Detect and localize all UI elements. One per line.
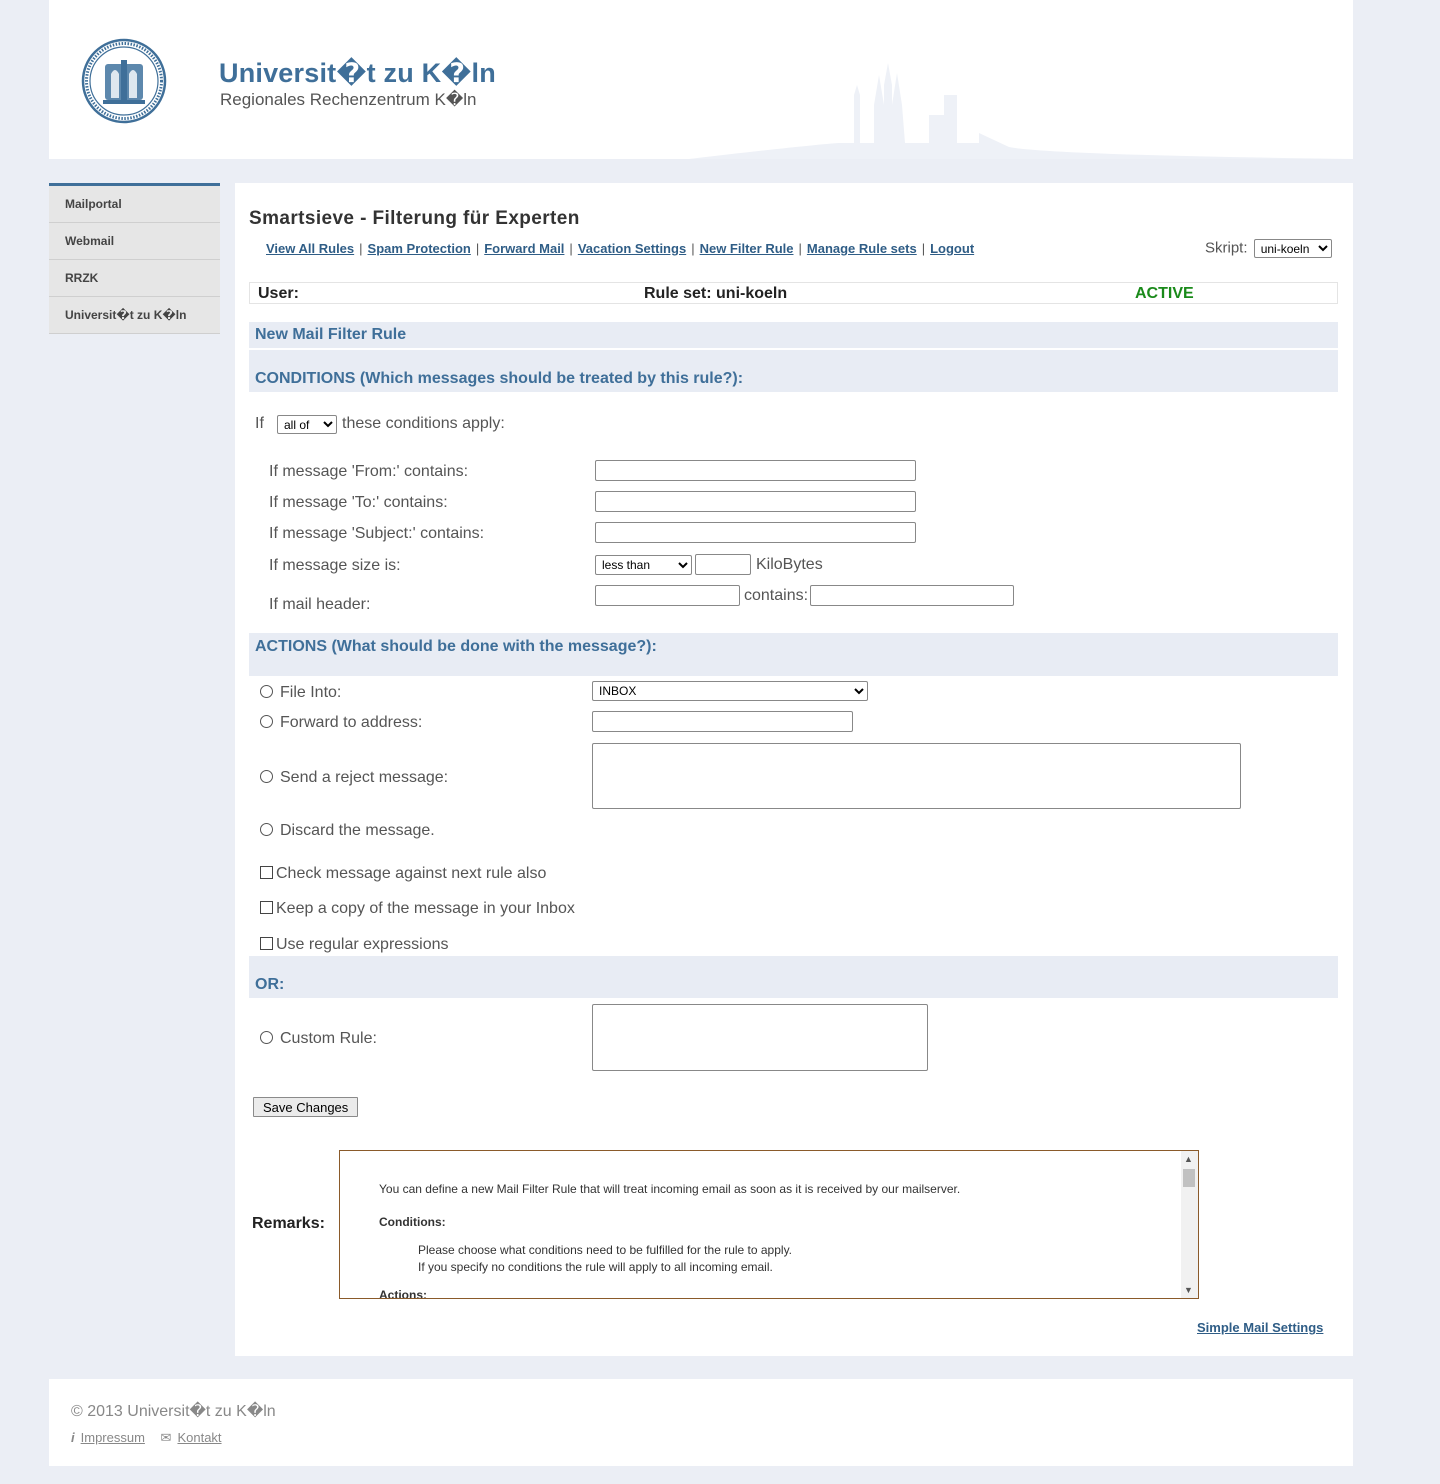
nav-vacation-settings[interactable]: Vacation Settings [577,241,687,256]
simple-mail-settings-link[interactable]: Simple Mail Settings [1197,1320,1324,1335]
cond-subject-label: If message 'Subject:' contains: [269,525,485,542]
scroll-down-icon[interactable]: ▼ [1184,1285,1193,1295]
nav-separator: | [569,241,573,256]
university-title: Universit�t zu K�ln [219,58,496,88]
size-value-input[interactable] [695,554,751,575]
kontakt-link[interactable]: Kontakt [177,1430,222,1445]
nav-forward-mail[interactable]: Forward Mail [484,241,565,256]
or-heading-text: OR: [255,976,285,993]
custom-rule-textarea[interactable] [592,1004,928,1071]
nav-new-filter-rule[interactable]: New Filter Rule [699,241,794,256]
scroll-thumb[interactable] [1183,1169,1195,1187]
sidebar-item-university[interactable]: Universit�t zu K�ln [49,297,220,334]
status-badge: ACTIVE [1135,285,1194,302]
page-title: Smartsieve - Filterung für Experten [249,208,580,229]
site-footer [49,1379,1353,1466]
forward-label: Forward to address: [280,714,423,731]
footer-links [71,1430,222,1446]
remarks-intro: You can define a new Mail Filter Rule that will treat incoming email as soon as it is received by our mailserver. [379,1182,961,1196]
regex-label: Use regular expressions [276,936,449,953]
reject-message-textarea[interactable] [592,743,1241,809]
folder-select[interactable] [592,681,868,701]
keep-copy-checkbox[interactable] [260,901,273,914]
custom-rule-radio[interactable] [260,1031,273,1044]
university-subtitle: Regionales Rechenzentrum K�ln [220,90,477,109]
new-rule-heading [249,322,1338,348]
to-contains-input[interactable] [595,491,916,512]
ruleset-label: Rule set: uni-koeln [644,285,788,302]
header-contains-label: contains: [744,587,809,604]
subject-contains-input[interactable] [595,522,916,543]
nav-separator: | [798,241,802,256]
info-icon: i [71,1430,75,1445]
user-status-bar [249,282,1338,304]
rule-nav-bar [265,241,975,256]
discard-radio[interactable] [260,823,273,836]
sidebar-item-mailportal[interactable]: Mailportal [49,186,220,223]
next-rule-label: Check message against next rule also [276,865,547,882]
save-changes-button[interactable]: Save Changes [253,1097,358,1117]
nav-view-all-rules[interactable]: View All Rules [266,241,355,256]
size-operator-select[interactable] [595,555,692,575]
mail-icon: ✉ [160,1430,172,1445]
nav-spam-protection[interactable]: Spam Protection [367,241,471,256]
discard-label: Discard the message. [280,822,435,839]
cond-header-label: If mail header: [269,596,371,613]
scroll-up-icon[interactable]: ▲ [1184,1154,1193,1164]
skript-selector [1205,239,1332,258]
custom-rule-label: Custom Rule: [280,1030,377,1047]
skript-label: Skript: [1205,239,1248,257]
main-content [235,183,1353,1356]
conditions-heading [249,350,1338,392]
file-into-radio[interactable] [260,685,273,698]
sidebar-item-webmail[interactable]: Webmail [49,223,220,260]
if-label: If [255,415,264,432]
site-header [49,0,1353,159]
copyright-text: © 2013 Universit�t zu K�ln [71,1403,276,1420]
nav-separator: | [359,241,363,256]
cond-from-label: If message 'From:' contains: [269,463,469,480]
remarks-conditions-line2: If you specify no conditions the rule will apply to all incoming email. [418,1260,773,1274]
remarks-actions-title: Actions: [379,1288,427,1299]
nav-separator: | [691,241,695,256]
remarks-label: Remarks: [252,1215,325,1232]
header-name-input[interactable] [595,585,740,606]
forward-radio[interactable] [260,715,273,728]
remarks-conditions-title: Conditions: [379,1215,446,1229]
sidebar-nav [49,183,220,334]
keep-copy-label: Keep a copy of the message in your Inbox [276,900,575,917]
reject-label: Send a reject message: [280,769,449,786]
conditions-apply-label: these conditions apply: [342,415,505,432]
sidebar-item-rrzk[interactable]: RRZK [49,260,220,297]
size-unit-label: KiloBytes [756,556,823,573]
nav-separator: | [921,241,926,256]
reject-radio[interactable] [260,770,273,783]
impressum-link[interactable]: Impressum [80,1430,145,1445]
nav-manage-rule-sets[interactable]: Manage Rule sets [806,241,917,256]
nav-separator: | [475,241,480,256]
remarks-box[interactable] [339,1150,1199,1299]
nav-logout[interactable]: Logout [930,241,975,256]
new-rule-heading-text: New Mail Filter Rule [255,326,407,343]
skript-select[interactable] [1254,239,1332,258]
cond-to-label: If message 'To:' contains: [269,494,448,511]
remarks-conditions-line1: Please choose what conditions need to be fulfilled for the rule to apply. [418,1243,793,1257]
actions-heading [249,633,1338,676]
file-into-label: File Into: [280,684,342,701]
conditions-heading-text: CONDITIONS (Which messages should be treated by this rule?): [255,370,744,387]
university-seal-logo [81,38,167,124]
user-label: User: [258,285,299,302]
actions-heading-text: ACTIONS (What should be done with the message?): [255,638,657,655]
regex-checkbox[interactable] [260,937,273,950]
forward-address-input[interactable] [592,711,853,732]
or-heading [249,956,1338,998]
cathedral-skyline-graphic [689,55,1353,159]
from-contains-input[interactable] [595,460,916,481]
next-rule-checkbox[interactable] [260,866,273,879]
cond-size-label: If message size is: [269,557,401,574]
remarks-scrollbar[interactable] [1181,1151,1198,1298]
header-value-input[interactable] [810,585,1014,606]
match-mode-select[interactable] [277,415,337,434]
